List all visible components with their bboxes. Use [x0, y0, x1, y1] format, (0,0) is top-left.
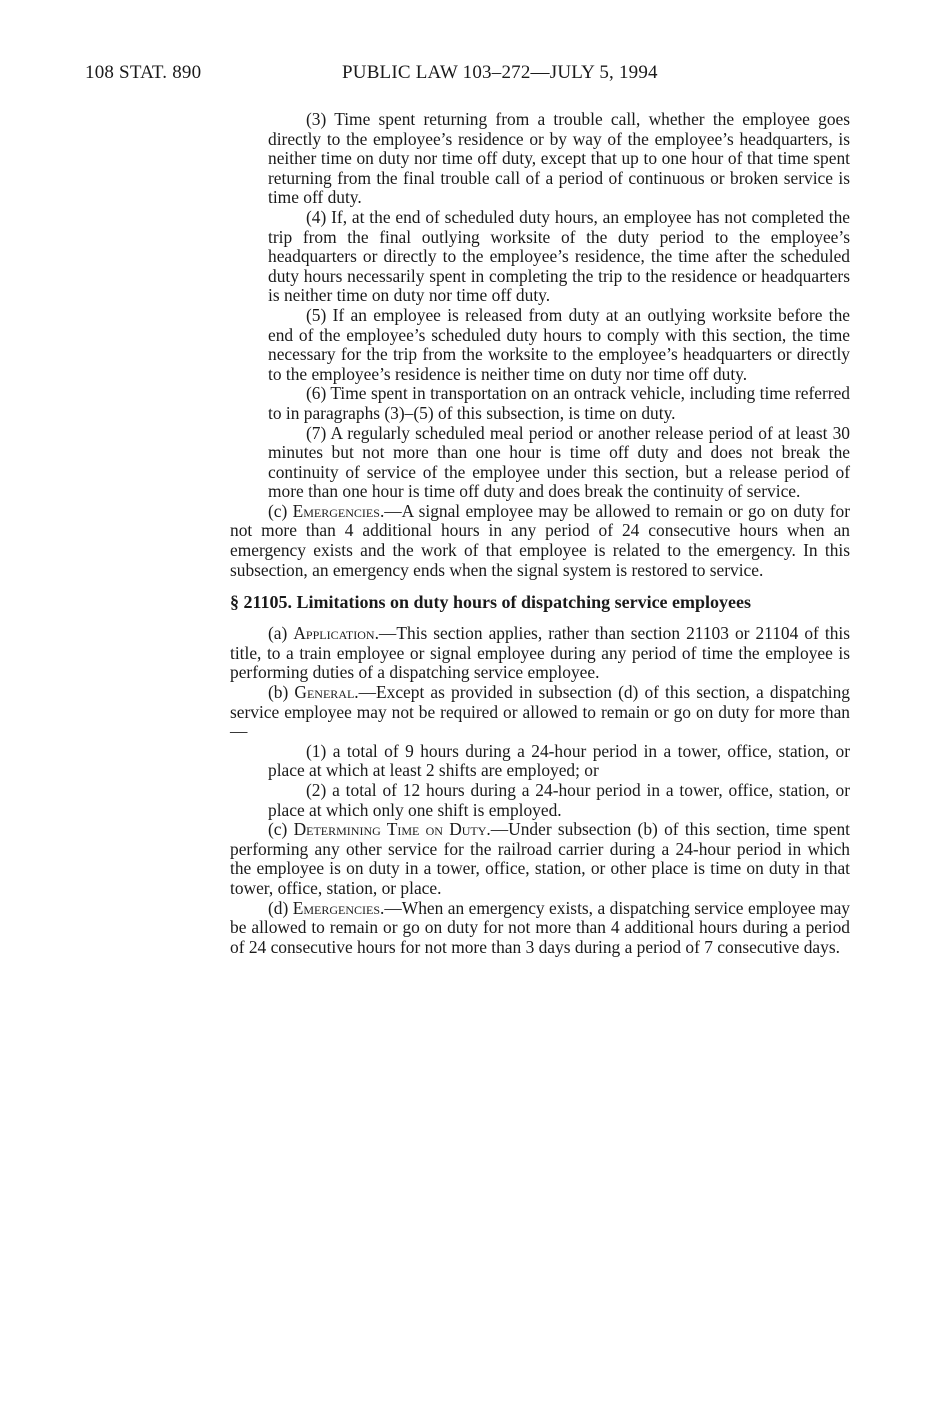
subsection-c-text: .—A signal employee may be allowed to remain or go on duty for not more than 4 additional hours in any period of 24 consecutive hours when an emergency exists and the work of that employee is related to the emergency. In this subsection, an emergency ends when the signal system is restored to service. [230, 500, 850, 580]
section-a-label: (a) [268, 623, 294, 644]
paragraph-6: (6) Time spent in transportation on an ontrack vehicle, including time referred to in paragraphs (3)–(5) of this subsection, is time on duty. [268, 383, 850, 423]
section-c-caption: Determining Time on Duty [293, 819, 487, 840]
paragraph-7: (7) A regularly scheduled meal period or another release period of at least 30 minutes but not more than one hour is time off duty and does not break the continuity of service of the employee under this section, but a release period of more than one hour is time off duty and does break the continuity of service. [268, 422, 850, 502]
subsection-c-emergencies [230, 502, 850, 580]
subsection-c-caption: Emergencies [292, 500, 380, 521]
section-b-paragraph-1: (1) a total of 9 hours during a 24-hour period in a tower, office, station, or place at which at least 2 shifts are employed; or [268, 740, 850, 781]
paragraph-4: (4) If, at the end of scheduled duty hours, an employee has not completed the trip from the final outlying worksite of the duty period to the employee’s headquarters or directly to the employee’s residence, the time after the scheduled duty hours necessarily spent in completing the trip to the residence or headquarters is neither time on duty nor time off duty. [268, 206, 850, 306]
paragraph-5: (5) If an employee is released from duty at an outlying worksite before the end of the employee’s scheduled duty hours to comply with this section, the time necessary for the trip from the worksite to the employee’s headquarters or directly to the employee’s residence is neither time on duty nor time off duty. [268, 304, 850, 384]
document-body [230, 110, 850, 957]
law-title-date: PUBLIC LAW 103–272—JULY 5, 1994 [342, 62, 658, 83]
section-b-caption: General [294, 682, 355, 703]
section-c-determining-time [230, 820, 850, 898]
paragraph-3: (3) Time spent returning from a trouble call, whether the employee goes directly to the employee’s residence or by way of the employee’s headquarters, is neither time on duty nor time off duty, except that up to one hour of that time spent returning from the final trouble call of a period of continuous or broken service is time off duty. [268, 109, 850, 208]
section-c-text: .—Under subsection (b) of this section, time spent performing any other service for the railroad carrier during a 24-hour period in which the employee is on duty in a tower, office, station, or other place is time on duty in that tower, office, station, or place. [230, 819, 850, 898]
stat-page-number: 108 STAT. 890 [85, 62, 202, 83]
section-a-caption: Application [293, 623, 375, 644]
section-b-label: (b) [268, 682, 295, 703]
subsection-c-label: (c) [268, 500, 293, 521]
section-a-application [230, 624, 850, 683]
section-d-text: .—When an emergency exists, a dispatching service employee may be allowed to remain or go on duty for not more than 4 additional hours during a period of 24 consecutive hours for not more than 3 days during a period of 7 consecutive days. [230, 897, 850, 957]
section-c-label: (c) [268, 819, 294, 840]
section-b-paragraph-2: (2) a total of 12 hours during a 24-hour period in a tower, office, station, or place at which only one shift is employed. [268, 780, 850, 820]
section-b-general [230, 683, 850, 742]
section-d-caption: Emergencies [292, 897, 381, 918]
section-d-label: (d) [268, 897, 293, 918]
section-d-emergencies [230, 899, 850, 958]
section-heading: § 21105. Limitations on duty hours of dispatching service employees [230, 592, 752, 613]
section-b-text: .—Except as provided in subsection (d) of this section, a dispatching service employee may not be required or allowed to remain or go on duty for more than— [230, 682, 850, 742]
section-a-text: .—This section applies, rather than section 21103 or 21104 of this title, to a train employee or signal employee during any period of time the employee is performing duties of a dispatching service employee. [230, 623, 850, 683]
